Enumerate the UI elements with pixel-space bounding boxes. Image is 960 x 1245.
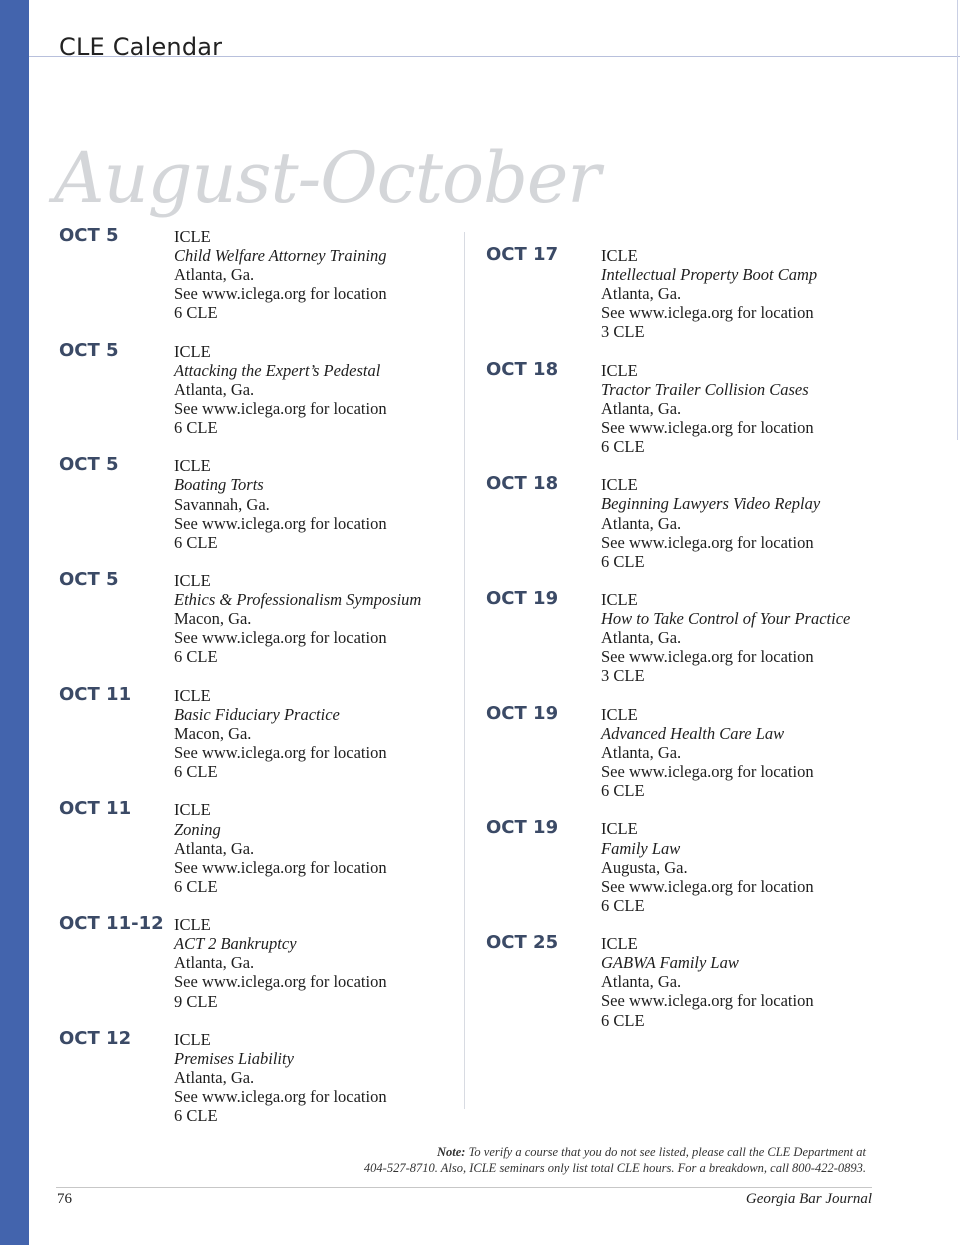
event-provider: ICLE [601, 475, 638, 495]
event-provider: ICLE [174, 456, 211, 476]
event-details [174, 915, 387, 1010]
event-provider: ICLE [174, 800, 211, 820]
event-details [601, 361, 814, 456]
event-date: OCT 5 [59, 454, 119, 476]
note-line-1: To verify a course that you do not see listed, please call the CLE Department at [468, 1145, 866, 1159]
event-location: Atlanta, Ga. [174, 838, 255, 858]
event-location: Atlanta, Ga. [601, 398, 682, 418]
event-date: OCT 11 [59, 683, 132, 705]
event-provider: ICLE [174, 341, 211, 361]
event-entry [59, 799, 459, 914]
left-event-column [59, 226, 459, 1144]
event-location: Macon, Ga. [174, 609, 252, 629]
event-date: OCT 19 [486, 702, 559, 724]
event-details [174, 571, 421, 666]
event-details [601, 475, 820, 570]
event-credits: 6 CLE [601, 1010, 645, 1030]
event-details [174, 456, 387, 551]
journal-name: Georgia Bar Journal [745, 1191, 872, 1207]
event-venue: See www.iclega.org for location [601, 991, 814, 1011]
page-number: 76 [57, 1191, 72, 1207]
event-location: Atlanta, Ga. [601, 742, 682, 762]
event-date: OCT 11-12 [59, 913, 164, 935]
event-entry [59, 226, 459, 341]
event-details [174, 342, 387, 437]
event-details [601, 246, 817, 341]
event-entry [486, 704, 906, 819]
event-location: Atlanta, Ga. [601, 972, 682, 992]
event-date: OCT 11 [59, 798, 132, 820]
event-course: Ethics & Professionalism Symposium [174, 590, 422, 610]
event-entry [59, 914, 459, 1029]
event-entry [59, 1029, 459, 1144]
event-provider: ICLE [174, 1029, 211, 1049]
event-provider: ICLE [174, 915, 211, 935]
event-venue: See www.iclega.org for location [174, 1087, 387, 1107]
event-location: Atlanta, Ga. [601, 628, 682, 648]
event-entry [59, 570, 459, 685]
event-course: ACT 2 Bankruptcy [174, 934, 297, 954]
event-venue: See www.iclega.org for location [174, 513, 387, 533]
event-venue: See www.iclega.org for location [174, 857, 387, 877]
event-date: OCT 5 [59, 339, 119, 361]
event-details [601, 590, 850, 685]
event-entry [486, 245, 906, 360]
event-date: OCT 25 [486, 932, 559, 954]
event-course: Child Welfare Attorney Training [174, 246, 387, 266]
note-line-2: 404-527-8710. Also, ICLE seminars only list total CLE hours. For a breakdown, call 800-422-0893. [363, 1160, 866, 1175]
event-provider: ICLE [601, 246, 638, 265]
event-course: Attacking the Expert’s Pedestal [174, 360, 381, 380]
event-venue: See www.iclega.org for location [601, 303, 814, 323]
event-entry [486, 933, 906, 1048]
event-credits: 6 CLE [174, 647, 218, 667]
event-provider: ICLE [174, 685, 211, 705]
event-course: Boating Torts [174, 475, 264, 495]
event-details [601, 705, 814, 800]
right-event-column [486, 245, 906, 1048]
event-course: Premises Liability [174, 1048, 294, 1068]
event-date: OCT 18 [486, 473, 559, 495]
event-course: Tractor Trailer Collision Cases [601, 379, 809, 399]
event-entry [486, 818, 906, 933]
event-course: How to Take Control of Your Practice [601, 609, 851, 629]
event-credits: 6 CLE [601, 437, 645, 457]
event-venue: See www.iclega.org for location [601, 762, 814, 782]
event-details [174, 1030, 387, 1125]
event-credits: 6 CLE [601, 781, 645, 801]
event-details [601, 819, 814, 914]
month-range-title: August-October [54, 137, 600, 219]
event-credits: 6 CLE [174, 418, 218, 438]
verification-note [300, 1145, 866, 1176]
event-location: Atlanta, Ga. [601, 513, 682, 533]
event-credits: 6 CLE [174, 1106, 218, 1126]
event-location: Savannah, Ga. [174, 494, 270, 514]
event-course: Basic Fiduciary Practice [174, 704, 340, 724]
event-credits: 6 CLE [601, 551, 645, 571]
event-location: Atlanta, Ga. [174, 953, 255, 973]
section-title: CLE Calendar [59, 33, 223, 61]
event-credits: 3 CLE [601, 666, 645, 686]
event-venue: See www.iclega.org for location [174, 743, 387, 763]
event-entry [486, 360, 906, 475]
event-details [601, 934, 814, 1029]
event-date: OCT 12 [59, 1027, 132, 1049]
event-credits: 6 CLE [174, 762, 218, 782]
event-date: OCT 17 [486, 244, 559, 265]
event-course: Advanced Health Care Law [601, 723, 785, 743]
event-credits: 9 CLE [174, 991, 218, 1011]
event-location: Atlanta, Ga. [601, 284, 682, 304]
event-credits: 6 CLE [174, 532, 218, 552]
event-provider: ICLE [601, 704, 638, 724]
event-venue: See www.iclega.org for location [174, 972, 387, 992]
event-entry [486, 474, 906, 589]
side-accent-bar [0, 0, 29, 1245]
event-provider: ICLE [174, 227, 211, 246]
event-location: Atlanta, Ga. [174, 265, 255, 285]
event-provider: ICLE [601, 934, 638, 954]
event-date: OCT 19 [486, 817, 559, 839]
footer-rule [56, 1187, 872, 1188]
column-divider [464, 232, 465, 1109]
event-venue: See www.iclega.org for location [174, 398, 387, 418]
event-credits: 3 CLE [601, 322, 645, 342]
event-provider: ICLE [601, 590, 638, 610]
event-entry [486, 589, 906, 704]
event-course: Beginning Lawyers Video Replay [601, 494, 821, 514]
event-venue: See www.iclega.org for location [601, 876, 814, 896]
event-provider: ICLE [601, 819, 638, 839]
event-course: Intellectual Property Boot Camp [601, 265, 818, 285]
event-course: Zoning [174, 819, 221, 839]
event-venue: See www.iclega.org for location [174, 628, 387, 648]
event-credits: 6 CLE [601, 895, 645, 915]
event-entry [59, 341, 459, 456]
event-credits: 6 CLE [174, 876, 218, 896]
event-course: Family Law [601, 838, 681, 858]
event-entry [59, 685, 459, 800]
event-venue: See www.iclega.org for location [601, 532, 814, 552]
event-provider: ICLE [174, 571, 211, 591]
event-venue: See www.iclega.org for location [601, 647, 814, 667]
event-details [174, 686, 387, 781]
event-credits: 6 CLE [174, 303, 218, 323]
event-course: GABWA Family Law [601, 953, 739, 973]
event-location: Atlanta, Ga. [174, 1068, 255, 1087]
right-edge-rule [957, 0, 958, 440]
event-location: Atlanta, Ga. [174, 379, 255, 399]
event-date: OCT 5 [59, 225, 119, 246]
event-location: Augusta, Ga. [601, 857, 688, 877]
event-date: OCT 5 [59, 569, 119, 591]
event-location: Macon, Ga. [174, 723, 252, 743]
note-label: Note: [437, 1145, 466, 1159]
event-date: OCT 18 [486, 358, 559, 380]
event-venue: See www.iclega.org for location [601, 417, 814, 437]
event-entry [59, 455, 459, 570]
event-details [174, 800, 387, 895]
event-date: OCT 19 [486, 588, 559, 610]
event-details [174, 227, 387, 322]
event-provider: ICLE [601, 360, 638, 380]
event-venue: See www.iclega.org for location [174, 284, 387, 304]
